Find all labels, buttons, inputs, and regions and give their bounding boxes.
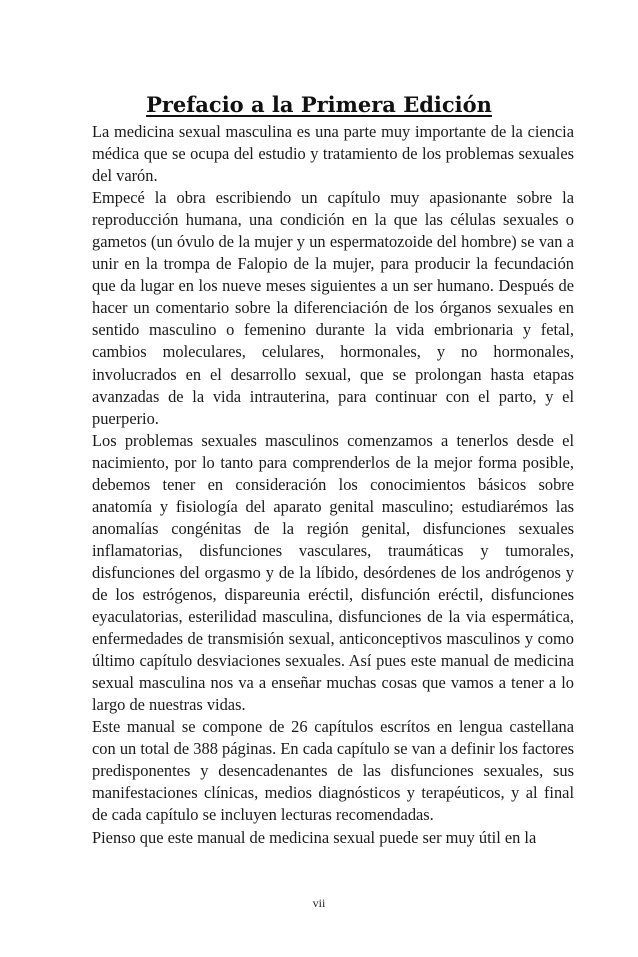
- page-title: [0, 92, 638, 117]
- body-text: [92, 121, 574, 849]
- paragraph: Pienso que este manual de medicina sexual puede ser muy útil en la: [92, 827, 537, 847]
- paragraph: Este manual se compone de 26 capítulos escrítos en lengua castellana con un total de 388 páginas. En cada capítulo se van a definir los factores predisponentes y desencadenantes de las disfunciones sexuales, sus manifestaciones clínicas, medios diagnósticos y terapéuticos, y al final de cada capítulo se incluyen lecturas recomendadas.: [92, 717, 574, 825]
- paragraph: Empecé la obra escribiendo un capítulo muy apasionante sobre la reproducción humana, una condición en la que las células sexuales o gametos (un óvulo de la mujer y un espermatozoide del hombre) se van a unir en la trompa de Falopio de la mujer, para producir la fecundación que da lugar en los nueve meses siguientes a un ser humano. Después de hacer un comentario sobre la diferenciación de los órganos sexuales en sentido masculino o femenino durante la vida embrionaria y fetal, cambios moleculares, celulares, hormonales, y no hormonales, involucrados en el desarrollo sexual, que se prolongan hasta etapas avanzadas de la vida intrauterina, para continuar con el parto, y el puerperio.: [92, 188, 574, 428]
- paragraph: La medicina sexual masculina es una parte muy importante de la ciencia médica que se ocupa del estudio y tratamiento de los problemas sexuales del varón.: [92, 122, 574, 186]
- paragraph: Los problemas sexuales masculinos comenzamos a tenerlos desde el nacimiento, por lo tanto para comprenderlos de la mejor forma posible, debemos tener en consideración los conocimientos básicos sobre anatomía y fisiología del aparato genital masculino; estudiarémos las anomalías congénitas de la región genital, disfunciones sexuales inflamatorias, disfunciones vasculares, traumáticas y tumorales, disfunciones del orgasmo y de la líbido, desórdenes de los andrógenos y de los estrógenos, dispareunia eréctil, disfunción eréctil, disfunciones eyaculatorias, esterilidad masculina, disfunciones de la via espermática, enfermedades de transmisión sexual, anticonceptivos masculinos y como último capítulo desviaciones sexuales. Así pues este manual de medicina sexual masculina nos va a enseñar muchas cosas que vamos a tener a lo largo de nuestras vidas.: [92, 430, 574, 715]
- page-title-text: Prefacio a la Primera Edición: [146, 92, 492, 118]
- page-number: vii: [312, 896, 326, 910]
